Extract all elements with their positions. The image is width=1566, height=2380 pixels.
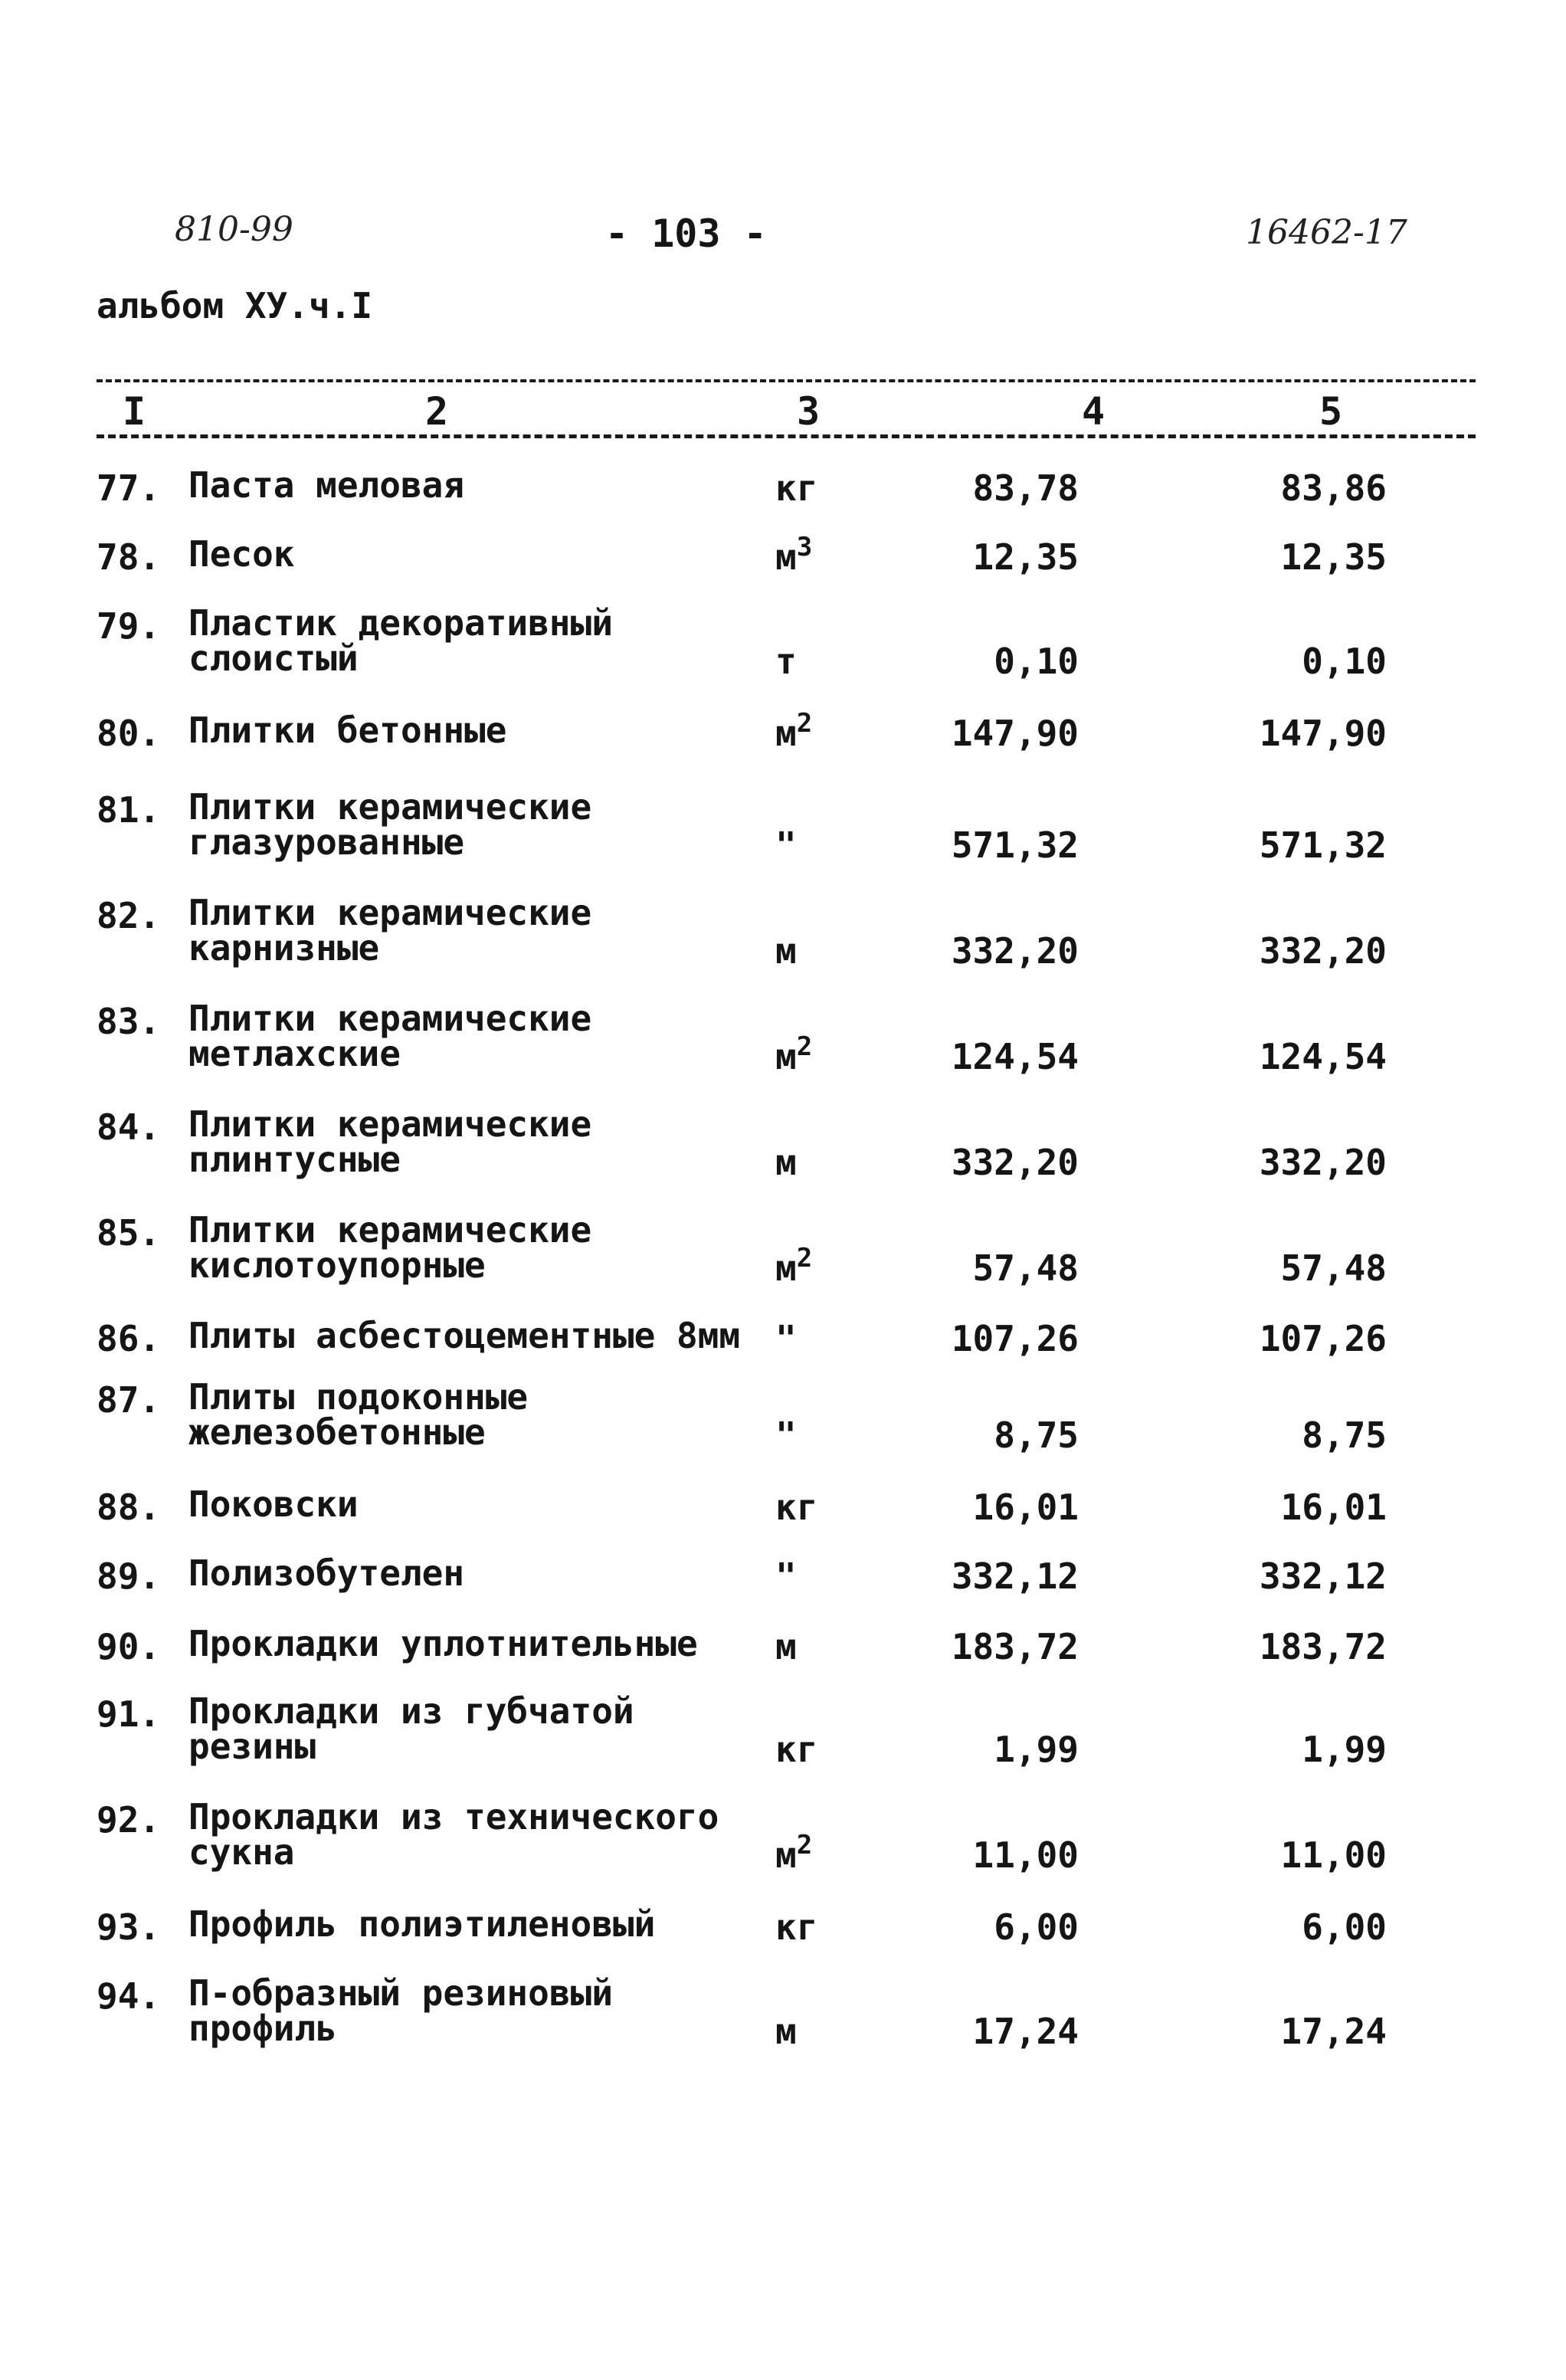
material-name-line1: Плитки керамические (188, 998, 592, 1039)
value-column-5: 6,00 (1302, 1906, 1387, 1948)
material-name (188, 1209, 592, 1286)
value-column-5: 147,90 (1259, 713, 1387, 754)
material-name-line2: профиль (188, 2008, 337, 2049)
unit-text: м (775, 1036, 797, 1077)
value-column-5: 183,72 (1259, 1626, 1387, 1667)
material-name-line1: Плитки бетонные (188, 710, 507, 751)
unit-text: кг (775, 1487, 818, 1528)
unit (775, 1142, 797, 1183)
material-name (188, 1796, 719, 1873)
material-name-line2: глазурованные (188, 821, 465, 863)
row-number: 81. (97, 789, 161, 831)
value-column-5: 332,12 (1259, 1556, 1387, 1597)
unit-exponent: 3 (796, 532, 813, 562)
value-column-4: 571,32 (951, 824, 1079, 866)
column-header-3: 3 (797, 389, 821, 434)
material-name (188, 1483, 359, 1525)
unit (775, 708, 813, 754)
value-column-5: 107,26 (1259, 1318, 1387, 1359)
value-column-4: 83,78 (972, 467, 1079, 509)
table-row (0, 1376, 1566, 1456)
material-name (188, 464, 465, 506)
value-column-5: 11,00 (1280, 1834, 1387, 1876)
material-name-line1: Прокладки из технического (188, 1796, 719, 1837)
value-column-4: 8,75 (994, 1415, 1079, 1456)
value-column-5: 12,35 (1280, 536, 1387, 578)
unit (775, 1415, 797, 1456)
unit (775, 1318, 797, 1359)
material-name (188, 1315, 741, 1356)
value-column-4: 147,90 (951, 713, 1079, 754)
table-row (0, 1209, 1566, 1289)
value-column-4: 332,20 (951, 1142, 1079, 1183)
table-row (0, 1315, 1566, 1359)
material-name-line1: Плитки керамические (188, 1209, 592, 1251)
table-row (0, 602, 1566, 682)
table-row (0, 1796, 1566, 1876)
value-column-5: 0,10 (1302, 641, 1387, 682)
table-row (0, 892, 1566, 972)
material-name (188, 710, 507, 751)
row-number: 91. (97, 1693, 161, 1735)
table-row (0, 1903, 1566, 1948)
unit-text: м (775, 713, 797, 754)
unit (775, 532, 813, 578)
unit-text: " (775, 1415, 797, 1456)
unit-text: м (775, 1247, 797, 1289)
value-column-4: 11,00 (972, 1834, 1079, 1876)
material-name-line1: Плитки керамические (188, 786, 592, 828)
unit-text: м (775, 536, 797, 578)
album-label: альбом ХУ.ч.I (97, 285, 373, 326)
material-name (188, 1376, 529, 1453)
value-column-5: 571,32 (1259, 824, 1387, 866)
unit (775, 2011, 797, 2052)
material-name-line2: железобетонные (188, 1411, 486, 1453)
unit-text: кг (775, 467, 818, 509)
unit-text: м (775, 930, 797, 972)
material-name (188, 1552, 465, 1594)
value-column-5: 332,20 (1259, 930, 1387, 972)
material-name-line2: слоистый (188, 638, 359, 679)
material-name-line1: Плитки керамические (188, 892, 592, 933)
material-name-line2: метлахские (188, 1033, 401, 1074)
material-name-line2: кислотоупорные (188, 1244, 486, 1286)
unit-text: м (775, 1626, 797, 1667)
unit (775, 824, 797, 866)
material-name-line2: резины (188, 1726, 316, 1767)
material-name-line1: Паста меловая (188, 464, 465, 506)
value-column-4: 332,12 (951, 1556, 1079, 1597)
value-column-5: 57,48 (1280, 1247, 1387, 1289)
value-column-5: 83,86 (1280, 467, 1387, 509)
row-number: 90. (97, 1626, 161, 1667)
material-name (188, 1972, 613, 2049)
table-row (0, 998, 1566, 1077)
value-column-4: 6,00 (994, 1906, 1079, 1948)
row-number: 84. (97, 1106, 161, 1148)
table-row (0, 464, 1566, 509)
column-header-4: 4 (1082, 389, 1106, 434)
value-column-4: 0,10 (994, 641, 1079, 682)
material-name-line2: плинтусные (188, 1139, 401, 1180)
material-name-line1: Плиты асбестоцементные 8мм (188, 1315, 741, 1356)
unit (775, 1556, 797, 1597)
unit (775, 467, 817, 509)
unit-text: кг (775, 1729, 818, 1770)
row-number: 82. (97, 895, 161, 936)
table-row (0, 708, 1566, 754)
material-name-line1: Профиль полиэтиленовый (188, 1903, 656, 1945)
value-column-5: 17,24 (1280, 2011, 1387, 2052)
unit-text: м (775, 1142, 797, 1183)
unit-text: т (775, 641, 797, 682)
column-header-1: I (123, 389, 146, 434)
unit (775, 1487, 817, 1528)
unit-text: м (775, 1834, 797, 1876)
material-name-line2: карнизные (188, 927, 380, 969)
unit (775, 930, 797, 972)
value-column-4: 332,20 (951, 930, 1079, 972)
row-number: 88. (97, 1487, 161, 1528)
column-header-2: 2 (425, 389, 449, 434)
value-column-5: 124,54 (1259, 1036, 1387, 1077)
row-number: 85. (97, 1212, 161, 1254)
page-number: - 103 - (605, 211, 767, 256)
value-column-4: 12,35 (972, 536, 1079, 578)
row-number: 92. (97, 1799, 161, 1841)
value-column-4: 17,24 (972, 2011, 1079, 2052)
header-underline-rule (97, 434, 1476, 438)
column-header-5: 5 (1319, 389, 1343, 434)
material-name (188, 1623, 698, 1664)
value-column-4: 107,26 (951, 1318, 1079, 1359)
material-name-line1: Плитки керамические (188, 1103, 592, 1145)
value-column-4: 57,48 (972, 1247, 1079, 1289)
material-name-line2: сукна (188, 1831, 295, 1873)
unit-text: кг (775, 1906, 818, 1948)
table-row (0, 1690, 1566, 1770)
unit (775, 1830, 813, 1876)
unit (775, 1626, 797, 1667)
row-number: 89. (97, 1556, 161, 1597)
table-row (0, 1972, 1566, 2052)
row-number: 78. (97, 536, 161, 578)
unit-exponent: 2 (796, 1243, 813, 1274)
handwritten-note-right: 16462-17 (1246, 213, 1407, 252)
unit (775, 1031, 813, 1077)
material-name-line1: Плиты подоконные (188, 1376, 529, 1418)
material-name (188, 1103, 592, 1180)
row-number: 87. (97, 1379, 161, 1421)
row-number: 80. (97, 713, 161, 754)
material-name (188, 602, 613, 679)
table-top-rule (97, 379, 1476, 382)
unit (775, 1906, 817, 1948)
material-name-line1: Пластик декоративный (188, 602, 613, 644)
row-number: 86. (97, 1318, 161, 1359)
row-number: 83. (97, 1001, 161, 1042)
unit (775, 1243, 813, 1289)
table-row (0, 786, 1566, 866)
handwritten-note-left: 810-99 (175, 210, 293, 249)
table-row (0, 1103, 1566, 1183)
material-name (188, 533, 295, 575)
unit-text: " (775, 1556, 797, 1597)
material-name-line1: Прокладки уплотнительные (188, 1623, 698, 1664)
value-column-4: 1,99 (994, 1729, 1079, 1770)
table-row (0, 1552, 1566, 1597)
material-name-line1: Поковски (188, 1483, 359, 1525)
table-row (0, 1483, 1566, 1528)
value-column-5: 1,99 (1302, 1729, 1387, 1770)
material-name-line1: П-образный резиновый (188, 1972, 613, 2014)
unit-text: м (775, 2011, 797, 2052)
material-name (188, 892, 592, 969)
unit-exponent: 2 (796, 708, 813, 739)
value-column-5: 16,01 (1280, 1487, 1387, 1528)
row-number: 79. (97, 605, 161, 647)
row-number: 93. (97, 1906, 161, 1948)
unit-text: " (775, 1318, 797, 1359)
table-row (0, 1623, 1566, 1667)
value-column-5: 8,75 (1302, 1415, 1387, 1456)
material-name (188, 1690, 634, 1767)
material-name-line1: Песок (188, 533, 295, 575)
material-name-line1: Прокладки из губчатой (188, 1690, 634, 1732)
value-column-4: 16,01 (972, 1487, 1079, 1528)
unit (775, 1729, 817, 1770)
unit-text: " (775, 824, 797, 866)
material-name (188, 786, 592, 863)
value-column-4: 124,54 (951, 1036, 1079, 1077)
unit-exponent: 2 (796, 1031, 813, 1062)
unit-exponent: 2 (796, 1830, 813, 1860)
material-name (188, 1903, 656, 1945)
material-name-line1: Полизобутелен (188, 1552, 465, 1594)
table-row (0, 532, 1566, 578)
value-column-5: 332,20 (1259, 1142, 1387, 1183)
row-number: 77. (97, 467, 161, 509)
material-name (188, 998, 592, 1074)
value-column-4: 183,72 (951, 1626, 1079, 1667)
unit (775, 641, 797, 682)
row-number: 94. (97, 1975, 161, 2017)
